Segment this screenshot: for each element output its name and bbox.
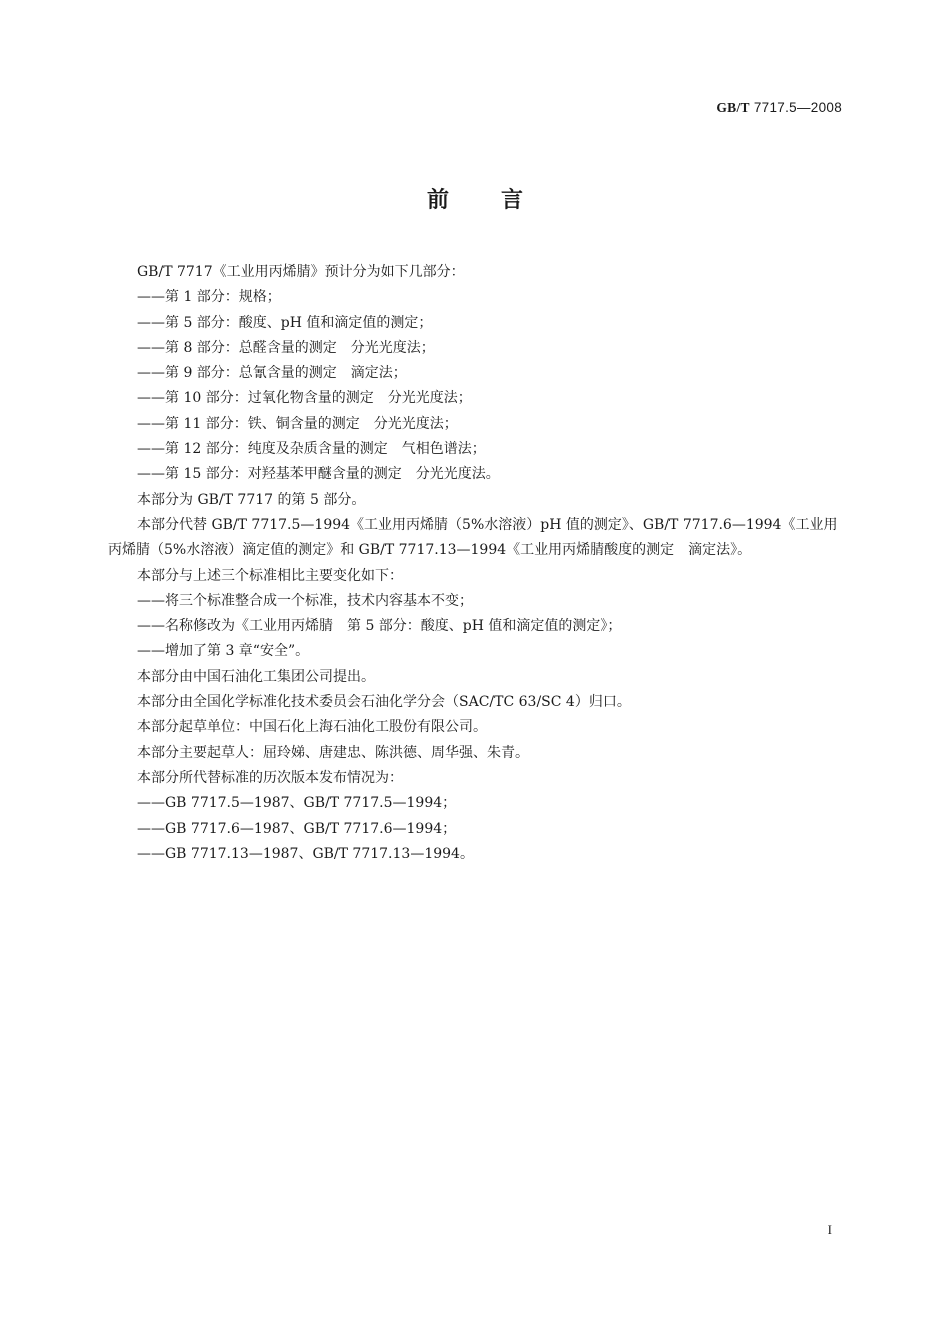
page-title: 前言: [426, 188, 575, 213]
part-of-paragraph: 本部分为 GB/T 7717 的第 5 部分。: [137, 491, 366, 508]
centralized-by-paragraph: 本部分由全国化学标准化技术委员会石油化学分会（SAC/TC 63/SC 4）归口。: [137, 694, 631, 711]
list-item: ——GB 7717.5—1987、GB/T 7717.5—1994；: [137, 795, 457, 812]
drafters-paragraph: 本部分主要起草人：屈玲娣、唐建忠、陈洪德、周华强、朱青。: [137, 744, 529, 761]
intro-paragraph: GB/T 7717《工业用丙烯腈》预计分为如下几部分：: [137, 264, 465, 280]
page-number: I: [827, 1222, 832, 1237]
list-item: ——第 10 部分：过氧化物含量的测定 分光光度法；: [137, 390, 472, 407]
foreword-body: [108, 260, 843, 867]
standard-code-number: 7717.5—2008: [753, 100, 842, 115]
changes-list: [108, 589, 843, 665]
history-intro-paragraph: 本部分所代替标准的历次版本发布情况为：: [137, 769, 403, 786]
standard-code: [716, 100, 842, 116]
list-item: ——第 9 部分：总氰含量的测定 滴定法；: [137, 365, 407, 382]
list-item: ——将三个标准整合成一个标准，技术内容基本不变；: [137, 592, 473, 609]
list-item: ——第 12 部分：纯度及杂质含量的测定 气相色谱法；: [137, 441, 486, 458]
list-item: ——第 1 部分：规格；: [137, 289, 281, 306]
standard-code-prefix: GB/T: [716, 100, 750, 115]
proposed-by-paragraph: 本部分由中国石油化工集团公司提出。: [137, 668, 375, 685]
list-item: ——增加了第 3 章“安全”。: [137, 643, 310, 660]
list-item: ——第 11 部分：铁、铜含量的测定 分光光度法；: [137, 415, 458, 432]
list-item: ——GB 7717.6—1987、GB/T 7717.6—1994；: [137, 820, 457, 837]
list-item: ——名称修改为《工业用丙烯腈 第 5 部分：酸度、pH 值和滴定值的测定》；: [137, 618, 622, 635]
changes-intro-paragraph: 本部分与上述三个标准相比主要变化如下：: [137, 567, 403, 584]
parts-list: [108, 285, 843, 487]
drafting-unit-paragraph: 本部分起草单位：中国石化上海石油化工股份有限公司。: [137, 719, 487, 736]
list-item: ——第 5 部分：酸度、pH 值和滴定值的测定；: [137, 314, 433, 331]
list-item: ——第 8 部分：总醛含量的测定 分光光度法；: [137, 339, 435, 356]
replaces-paragraph: 本部分代替 GB/T 7717.5—1994《工业用丙烯腈（5%水溶液）pH 值的测定》、GB/T 7717.6—1994《工业用丙烯腈（5%水溶液）滴定值的测定》和 GB/T 7717.13—1994《工业用丙烯腈酸度的测定 滴定法》。: [108, 516, 838, 559]
list-item: ——第 15 部分：对羟基苯甲醚含量的测定 分光光度法。: [137, 466, 500, 483]
list-item: ——GB 7717.13—1987、GB/T 7717.13—1994。: [137, 845, 474, 862]
history-list: [108, 791, 843, 867]
